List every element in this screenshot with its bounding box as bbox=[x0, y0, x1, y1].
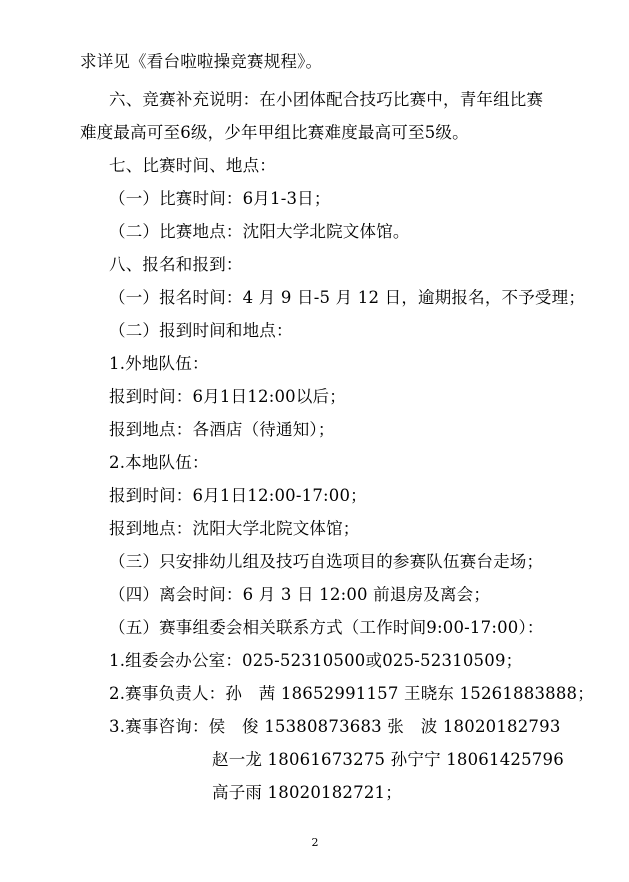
text-line-departure-time: （四）离会时间：6 月 3 日 12:00 前退房及离会； bbox=[109, 585, 491, 604]
text-line-local-teams: 2.本地队伍： bbox=[109, 453, 209, 472]
text-line-rehearsal-note: （三）只安排幼儿组及技巧自选项目的参赛队伍赛台走场； bbox=[109, 552, 544, 571]
text-line-consultation-1: 3.赛事咨询：侯 俊 15380873683 张 波 18020182793 bbox=[109, 717, 561, 736]
text-line-competition-venue: （二）比赛地点：沈阳大学北院文体馆。 bbox=[109, 222, 410, 241]
text-line-event-managers: 2.赛事负责人：孙 茜 18652991157 王晓东 15261883888； bbox=[109, 684, 594, 703]
text-line-consultation-3: 高子雨 18020182721； bbox=[212, 783, 402, 802]
page-number: 2 bbox=[311, 836, 319, 849]
text-line-section-six-cont: 难度最高可至6级，少年甲组比赛难度最高可至5级。 bbox=[80, 123, 469, 142]
text-line-local-checkin-time: 报到时间：6月1日12:00-17:00； bbox=[109, 486, 367, 505]
text-line-registration-time: （一）报名时间：4 月 9 日-5 月 12 日，逾期报名，不予受理； bbox=[109, 288, 586, 307]
text-line-competition-time: （一）比赛时间：6月1-3日； bbox=[109, 189, 331, 208]
text-line-local-checkin-place: 报到地点：沈阳大学北院文体馆； bbox=[109, 519, 360, 538]
text-line-section-seven-heading: 七、比赛时间、地点： bbox=[109, 156, 276, 175]
text-line-office-phone: 1.组委会办公室：025-52310500或025-52310509； bbox=[109, 651, 523, 670]
text-line-contact-heading: （五）赛事组委会相关联系方式（工作时间9:00-17:00）： bbox=[109, 618, 544, 637]
text-line-outside-checkin-place: 报到地点：各酒店（待通知）； bbox=[109, 420, 335, 439]
text-line-consultation-2: 赵一龙 18061673275 孙宁宁 18061425796 bbox=[212, 750, 564, 769]
text-line-outside-teams: 1.外地队伍： bbox=[109, 354, 209, 373]
text-line-outside-checkin-time: 报到时间：6月1日12:00以后； bbox=[109, 387, 346, 406]
text-line-section-six-heading: 六、竞赛补充说明：在小团体配合技巧比赛中，青年组比赛 bbox=[109, 90, 544, 109]
text-line-checkin-time-place: （二）报到时间和地点： bbox=[109, 321, 293, 340]
text-line-requirements-ref: 求详见《看台啦啦操竞赛规程》。 bbox=[80, 52, 323, 71]
text-line-section-eight-heading: 八、报名和报到： bbox=[109, 255, 243, 274]
